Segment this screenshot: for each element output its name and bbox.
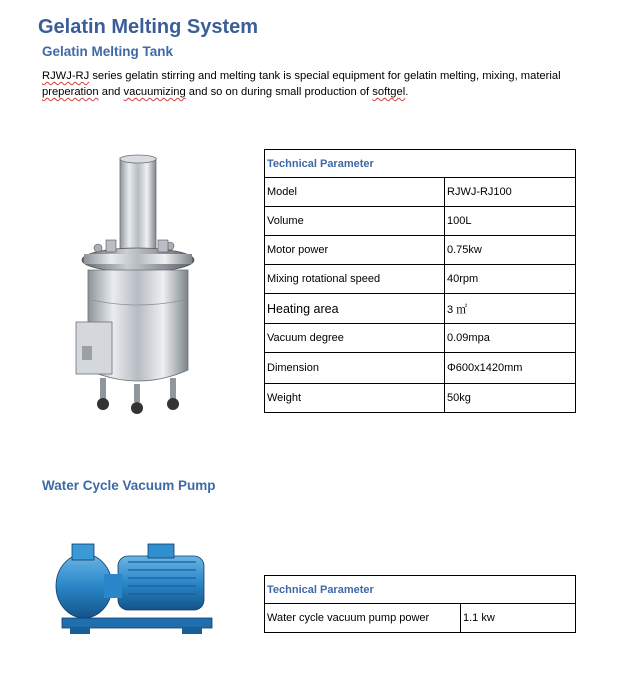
melting-tank-image — [70, 150, 210, 420]
intro-text: series gelatin stirring and melting tank is special equipment for gelatin melting, mixing, material — [89, 70, 561, 82]
param-label: Weight — [265, 384, 445, 413]
spellcheck-word: RJWJ-RJ — [42, 70, 90, 82]
param-label: Vacuum degree — [265, 324, 445, 353]
param-value: 0.75kw — [445, 236, 576, 265]
param-value: 0.09mpa — [445, 324, 576, 353]
table-header-row — [265, 150, 576, 178]
param-value: 1.1 kw — [461, 604, 576, 633]
param-label: Water cycle vacuum pump power — [265, 604, 461, 633]
param-value: 50kg — [445, 384, 576, 413]
param-label: Motor power — [265, 236, 445, 265]
param-value: 100L — [445, 207, 576, 236]
table-row — [265, 384, 576, 413]
param-label: Mixing rotational speed — [265, 265, 445, 294]
param-value: RJWJ-RJ100 — [445, 178, 576, 207]
spellcheck-word: softgel — [372, 86, 406, 98]
spellcheck-word: preperation — [42, 86, 99, 98]
table-row — [265, 207, 576, 236]
tank-parameter-table — [264, 149, 576, 413]
pump-parameter-table — [264, 575, 576, 633]
param-value: 40rpm — [445, 265, 576, 294]
table-header-row — [265, 576, 576, 604]
page-title: Gelatin Melting System — [38, 16, 259, 38]
tank-section-heading: Gelatin Melting Tank — [42, 44, 174, 59]
table-row — [265, 294, 576, 324]
vacuum-pump-image — [48, 530, 220, 642]
param-label: Dimension — [265, 353, 445, 384]
table-row — [265, 265, 576, 294]
table-row — [265, 353, 576, 384]
param-label: Model — [265, 178, 445, 207]
param-value: Φ600x1420mm — [445, 353, 576, 384]
tank-description — [42, 68, 602, 100]
table-row — [265, 236, 576, 265]
param-label: Volume — [265, 207, 445, 236]
param-value: 3 ㎡ — [445, 294, 576, 324]
spellcheck-word: vacuumizing — [123, 86, 186, 98]
intro-text: and — [98, 86, 124, 98]
table-header: Technical Parameter — [265, 150, 576, 178]
table-row — [265, 604, 576, 633]
param-label: Heating area — [265, 294, 445, 324]
intro-text: . — [405, 86, 409, 98]
pump-section-heading: Water Cycle Vacuum Pump — [42, 478, 216, 493]
table-row — [265, 178, 576, 207]
table-header: Technical Parameter — [265, 576, 576, 604]
intro-text: and so on during small production of — [185, 86, 373, 98]
table-row — [265, 324, 576, 353]
